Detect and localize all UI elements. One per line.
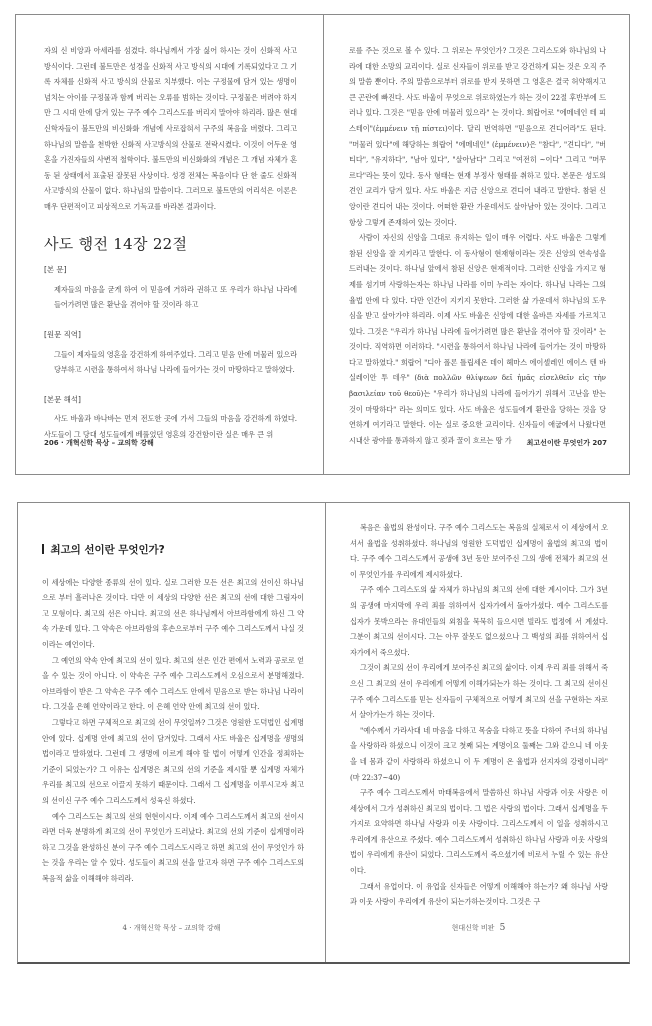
- paragraph: 예수 그리스도는 최고의 선의 현현이시다. 이제 예수 그리스도께서 최고의 선이시라면 더욱 분명하게 최고의 선이 무엇인가 드러났다. 최고의 선의 기준이 십계명이라 하고 그것을 완성하신 분이 구주 예수 그리스도시라고 하면 최고의 선이 무엇인가 하는 것을 우리는 알 수 있다. 성도들이 최고의 선을 알고자 하면 구주 예수 그리스도의 복음적 삶을 이해해야 하리라.: [42, 811, 304, 883]
- page-206: [16, 15, 323, 474]
- paragraph: 로를 주는 것으로 볼 수 있다. 그 위로는 무엇인가? 그것은 그리스도와 하나님의 나라에 대한 소망의 교리이다. 실로 신자들이 위로를 받고 강건하게 되는 것은 오직 주의 말씀 뿐이다. 주의 말씀으로부터 위로를 받지 못하면 그 영혼은 결국 허약해지고 큰 곤란에 빠진다. 사도 바울이 무엇으로 위로하였는가 하는 것이 22절 후반부에 드러나 있다. 그것은 "믿음 안에 머물러 있으라" 는 것이다. 희랍어로 "에메네인 테 피스테이"(ἐμμένειν τῇ πίστει)이다. 달리 번역하면 "믿음으로 견디어라"도 된다. "머물러 있다"에 해당하는 희랍어 "에메네인" (ἐμμένειν)은 "참다", "견디다", "버티다", "유지하다", "남아 있다", "살아남다" 그리고 "여전히 ~이다" 그리고 "머무르다"라는 뜻이 있다. 동사 형태는 현재 부정사 형태를 취하고 있다. 본문은 성도의 견인 교리가 담겨 있다. 사도 바울은 지금 신앙으로 견디어 내라고 말한다. 참된 신앙이란 견디어 내는 것이다. 어떠한 환란 가운데서도 살아남아 있는 것이다. 그리고 항상 그렇게 존재하여 있는 것이다.: [349, 46, 606, 227]
- paragraph: 그것이 최고의 선이 우리에게 보여주신 최고의 삶이다. 이제 우리 죄를 위해서 죽으신 그 최고의 선이 우리에게 어떻게 이해가되는가 하는 것이다. 그 최고의 선이신 구주 예수 그리스도를 믿는 신자들이 구체적으로 어떻게 최고의 선을 구현하는 자로서 살아가는가 하는 것이다.: [350, 663, 608, 720]
- page-footer: 206 · 개혁신학 묵상 – 교의학 강해: [44, 439, 154, 447]
- page-206-body: [44, 43, 297, 442]
- page-footer: 4 · 개혁신학 묵상 – 교의학 강해: [122, 924, 221, 932]
- page-5: [326, 503, 631, 962]
- paragraph: 복음은 율법의 완성이다. 구주 예수 그리스도는 복음의 실체로서 이 세상에서 오셔서 율법을 성취하셨다. 하나님의 영원한 도덕법인 십계명이 율법의 최고의 법이다. 구주 예수 그리스도께서 공생애 3년 동안 보여주신 그의 생애 전체가 최고의 선이 무엇인가를 우리에게 제시하셨다.: [350, 523, 608, 579]
- paragraph: 사람이 자신의 신앙을 그대로 유지하는 일이 매우 어렵다. 사도 바울은 그렇게 참된 신앙을 잘 지키라고 말한다. 이 동사형이 현재형이라는 것은 신앙의 연속성을 드러내는 것이다. 하나님 앞에서 참된 신앙은 현재적이다. 그러한 신앙을 가지고 형제를 섬기며 사랑하는자는 하나님 나라를 이미 누리는 자이다. 하나님 나라는 그의 율법 안에 다 있다. 다만 인간이 지키지 못한다. 그러한 삶 가운데서 하나님의 도우심을 받고 살아가야 하리라. 이제 사도 바울은 신앙에 대한 올바른 자세를 가르치고있다. 그것은 "우리가 하나님 나라에 들어가려면 많은 환난을 겪어야 할 것이라" 는 것이다. 직역하면 이러하다. "시련을 통하여서 하나님 나라에 들어가는 것이 마땅하다고 말하였다." 희랍어 "디아 폴론 틀립세온 데이 헤마스 에이셀레인 에이스 텐 바실레이안 투 데우" (διὰ πολλῶν θλίψεων δεῖ ἡμᾶς εἰσελθεῖν εἰς τὴν βασιλείαν τοῦ θεοῦ)는 "우리가 하나님의 나라에 들어가기 위해서 고난을 받는 것이 마땅하다" 라는 의미도 있다. 사도 바울은 성도들에게 환란을 당하는 것을 당연하게 여기라고 말한다. 이는 실로 중요한 교리이다. 신자들이 애굽에서 나왔다면 시내산 광야를 통과하지 않고 젖과 꿀이 흐르는 땅 가: [349, 233, 606, 445]
- chapter-title: 최고의 선이란 무엇인가?: [42, 543, 304, 559]
- section-label-interpretation: [본문 해석]: [44, 394, 81, 404]
- paragraph: 그렇다고 하면 구체적으로 최고의 선이 무엇일까? 그것은 영원한 도덕법인 십계명 안에 있다. 십계명 안에 최고의 선이 담겨있다. 그래서 사도 바울은 십계명을 생명의 법이라고 말하였다. 그런데 그 생명에 이르게 해야 할 법이 어떻게 인간을 정죄하는 기준이 되었는가? 그 이유는 십계명은 최고의 선의 기준을 제시할 뿐 십계명 자체가 우리를 최고의 선으로 이끌지 못하기 때문이다. 그래서 그 십계명을 이루시고자 최고의 선이신 구주 예수 그리스도께서 성육신 하셨다.: [42, 717, 304, 805]
- paragraph: 그 예언의 약속 안에 최고의 선이 있다. 최고의 선은 인간 편에서 노력과 공로로 얻을 수 있는 것이 아니다. 이 약속은 구주 예수 그리스도께서 오심으로서 분명해졌다. 아브라함이 받은 그 약속은 구주 예수 그리스도 안에서 믿음으로 받는 하나님 나라이다. 그것을 은혜 언약이라고 한다. 이 은혜 언약 안에 최고의 선이 있다.: [42, 655, 304, 712]
- quote-paragraph: "예수께서 가라사대 네 마음을 다하고 목숨을 다하고 뜻을 다하여 주너의 하나님을 사랑하라 하셨으니 이것이 크고 첫째 되는 계명이요 둘째는 그와 같으니 네 이웃을 네 몸과 같이 사랑하라 하셨으니 이 두 계명이 온 율법과 선지자의 강령이니라" (마 22:37~40): [350, 725, 608, 782]
- section-text-text: 제자들의 마음을 굳게 하여 이 믿음에 거하라 권하고 또 우리가 하나님 나라에 들어가려면 많은 환난을 겪어야 할 것이라 하고: [54, 284, 297, 310]
- page-footer: 최고선이란 무엇인가 207: [526, 439, 607, 447]
- paragraph: 구주 예수 그리스도의 삶 자체가 하나님의 최고의 선에 대한 계시이다. 그가 3년의 공생애 마지막에 우리 죄를 위하여서 십자가에서 돌아가셨다. 예수 그리스도를 십자가 못박으라는 유대인들의 외침을 묵묵히 들으시면 빌라도 법정에 서 계셨다. 그분이 최고의 선이시다. 그는 아무 잘못도 없으셨으나 그 백성의 죄를 위하여서 십자가에서 죽으셨다.: [350, 585, 608, 657]
- section-text-interpretation: 사도 바울과 바나바는 먼저 전도한 곳에 가서 그들의 마음을 강건하게 하였다. 사도들이 그 당대 성도들에게 베풀었던 영혼의 강건함이란 실은 매우 큰 위: [44, 414, 297, 439]
- intro-paragraph: 자의 신 비앙과 아세라를 섬겼다. 하나님께서 가장 싫어 하시는 것이 신화적 사고 방식이다. 그런데 불트만은 성경을 신화적 사고 방식의 시대에 기록되었다고 그 기록 자체를 신화적 사고 방식의 산물로 치부했다. 이는 구정물에 담겨 있는 생명이 넘치는 아이를 구정물과 함께 버리는 오류를 범하는 것이다. 구정물은 버려야 하지만 그 시대 안에 담겨 있는 구주 예수 그리스도를 버리지 말아야 하리라. 많은 현대 신학자들이 불트만의 비신화화 개념에 사로잡혀서 구주의 복음을 버렸다. 그리고 하나님의 말씀을 천박한 신화적 사고방식의 산물로 전락시켰다. 이것이 어두운 영혼을 가진자들의 사변적 철학이다. 불트만의 비신화화의 개념은 그 개념 자체가 혼동 된 상태에서 표출된 잘못된 사상이다. 성경 전체는 복음이다 단 한 줄도 신화적 사고방식의 산물이 없다. 하나님의 말씀이다. 그러므로 불트만의 어리석은 이론은 매우 단편적이고 피상적으로 기독교를 바라본 결과이다.: [44, 46, 297, 211]
- page-number: 5: [499, 923, 506, 933]
- page-207-body: [349, 43, 606, 448]
- bottom-book-spread: [17, 502, 630, 964]
- page-4-body: [42, 543, 304, 886]
- page-4: [18, 503, 325, 962]
- paragraph: 구주 예수 그리스도께서 마태복음에서 말씀하신 하나님 사랑과 이웃 사랑은 이 세상에서 그가 성취하신 최고의 법이다. 그 법은 사랑의 법이다. 그래서 십계명을 두 가지로 요약하면 하나님 사랑과 이웃 사랑이다. 그리스도께서 이 일을 성취하시고 우리에게 유산으로 주셨다. 예수 그리스도께서 성취하신 하나님 사랑과 이웃 사랑의 법이 우리에게 유산이 되었다. 그리스도께서 죽으셨기에 비로서 누릴 수 있는 유산이다.: [350, 788, 608, 876]
- section-text-literal: 그들이 제자들의 영혼을 강건하게 하여주었다. 그리고 믿음 안에 머물러 있으라 당부하고 시련을 통하여서 하나님 나라에 들어가는 것이 마땅하다고 말하였다.: [54, 349, 297, 375]
- page-207: [324, 15, 629, 474]
- section-label-literal: [원문 직역]: [44, 329, 81, 339]
- section-label-text: [본 문]: [44, 265, 67, 275]
- title-bar-icon: [42, 544, 44, 554]
- paragraph: 이 세상에는 다양한 종류의 선이 있다. 실로 그러한 모든 선은 최고의 선이신 하나님으로 부터 흘러나온 것이다. 다만 이 세상의 다양한 선은 최고의 선에 대한 그림자이고 모형이다. 최고의 선은 아니다. 최고의 선은 하나님께서 아브라함에게 하신 그 약속 가운데 있다. 그 약속은 아브라함의 후손으로부터 구주 예수 그리스도께서 나실 것이라는 예언이다.: [42, 577, 304, 649]
- page-footer: [326, 923, 631, 933]
- paragraph: 그래서 유업이다. 이 유업을 신자들은 어떻게 이해해야 하는가? 왜 하나님 사랑과 이웃 사랑이 우리에게 유산이 되는가하는것이다. 그것은 구: [350, 881, 608, 907]
- page-5-body: [350, 520, 608, 910]
- section-title: 사도 행전 14장 22절: [44, 234, 188, 253]
- top-book-spread: [15, 14, 630, 475]
- running-title: 현대신학 비판: [451, 924, 495, 932]
